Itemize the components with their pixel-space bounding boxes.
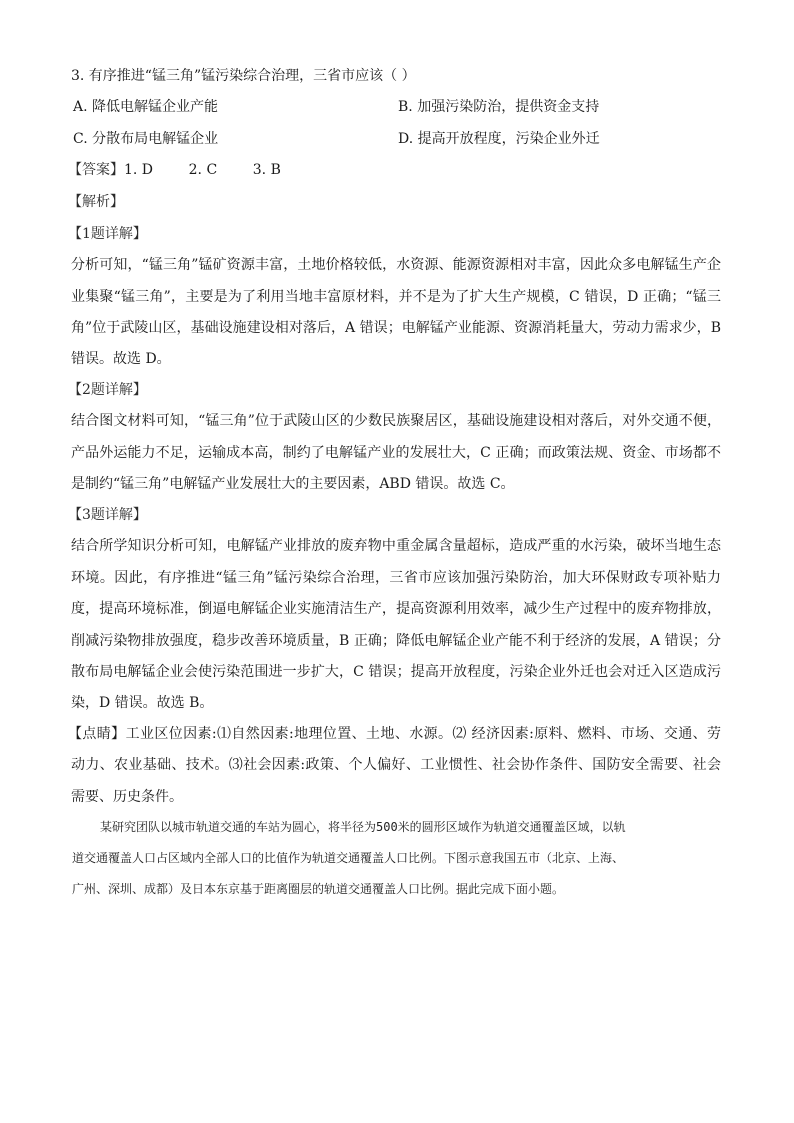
key-points-line: 【点睛】工业区位因素:⑴自然因素:地理位置、土地、水源。⑵ 经济因素:原料、燃料、市场、交通、劳 bbox=[68, 726, 721, 742]
q1-detail-line: 角”位于武陵山区，基础设施建设相对落后，A 错误；电解锰产业能源、资源消耗量大，劳动力需求少，B bbox=[71, 320, 721, 336]
q3-detail-line: 度，提高环境标准，倒逼电解锰企业实施清洁生产，提高资源利用效率，减少生产过程中的废弃物排放， bbox=[71, 601, 721, 617]
q1-detail-label: 【1题详解】 bbox=[68, 226, 147, 242]
q2-detail-line: 产品外运能力不足，运输成本高，制约了电解锰产业的发展壮大，C 正确；而政策法规、资金、市场都不 bbox=[71, 445, 721, 461]
q3-detail-line: 散布局电解锰企业会使污染范围进一步扩大，C 错误；提高开放程度，污染企业外迁也会对迁入区造成污 bbox=[71, 664, 721, 680]
analysis-label: 【解析】 bbox=[68, 194, 124, 210]
q2-detail-line: 结合图文材料可知，“锰三角”位于武陵山区的少数民族聚居区，基础设施建设相对落后，对外交通不便， bbox=[71, 413, 721, 429]
q2-detail-line: 是制约“锰三角”电解锰产业发展壮大的主要因素，ABD 错误。故选 C。 bbox=[71, 476, 515, 492]
key-points-line: 动力、农业基础、技术。⑶社会因素:政策、个人偏好、工业惯性、社会协作条件、国防安全需要、社会 bbox=[71, 757, 721, 773]
option-c: C. 分散布局电解锰企业 bbox=[73, 131, 219, 147]
question-3-stem: 3. 有序推进“锰三角”锰污染综合治理，三省市应该（ ） bbox=[71, 68, 416, 84]
answer-label: 【答案】 bbox=[68, 162, 124, 178]
option-b: B. 加强污染防治，提供资金支持 bbox=[398, 99, 600, 115]
q1-detail-line: 错误。故选 D。 bbox=[71, 351, 171, 367]
answer-text: 1. D 2. C 3. B bbox=[124, 162, 281, 178]
next-intro-line: 道交通覆盖人口占区域内全部人口的比值作为轨道交通覆盖人口比例。下图示意我国五市（北京、上海、 bbox=[72, 851, 625, 865]
option-d: D. 提高开放程度，污染企业外迁 bbox=[398, 131, 600, 147]
next-intro-line: 某研究团队以城市轨道交通的车站为圆心，将半径为500米的圆形区域作为轨道交通覆盖区域，以轨 bbox=[100, 820, 626, 834]
answer-line bbox=[68, 160, 281, 180]
q3-detail-label: 【3题详解】 bbox=[68, 507, 147, 523]
next-intro-line: 广州、深圳、成都）及日本东京基于距离圈层的轨道交通覆盖人口比例。据此完成下面小题。 bbox=[72, 882, 565, 896]
q3-detail-line: 环境。因此，有序推进“锰三角”锰污染综合治理，三省市应该加强污染防治，加大环保财政专项补贴力 bbox=[71, 570, 721, 586]
q1-detail-line: 业集聚“锰三角”，主要是为了利用当地丰富原材料，并不是为了扩大生产规模，C 错误，D 正确；“锰三 bbox=[71, 289, 721, 305]
key-points-line: 需要、历史条件。 bbox=[71, 789, 183, 805]
option-a: A. 降低电解锰企业产能 bbox=[73, 99, 219, 115]
q1-detail-line: 分析可知，“锰三角”锰矿资源丰富，土地价格较低，水资源、能源资源相对丰富，因此众多电解锰生产企 bbox=[71, 257, 721, 273]
q2-detail-label: 【2题详解】 bbox=[68, 382, 147, 398]
q3-detail-line: 结合所学知识分析可知，电解锰产业排放的废弃物中重金属含量超标，造成严重的水污染，破坏当地生态 bbox=[71, 538, 721, 554]
q3-detail-line: 染，D 错误。故选 B。 bbox=[71, 695, 214, 711]
q3-detail-line: 削减污染物排放强度，稳步改善环境质量，B 正确；降低电解锰企业产能不利于经济的发展，A 错误；分 bbox=[71, 633, 721, 649]
